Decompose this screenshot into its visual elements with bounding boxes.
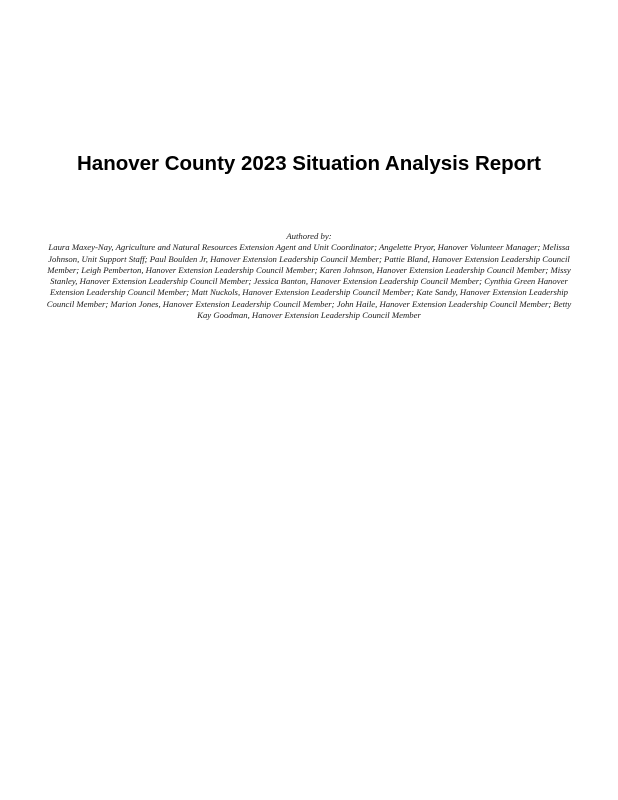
- authors-block: [40, 231, 578, 321]
- report-title: Hanover County 2023 Situation Analysis Report: [76, 152, 541, 175]
- author-list: Laura Maxey-Nay, Agriculture and Natural Resources Extension Agent and Unit Coordinator; Angelette Pryor, Hanover Volunteer Manager; Melissa Johnson, Unit Support Staff; Paul Boulden Jr, Hanover Extension Leadership Council Member; Pattie Bland, Hanover Extension Leadership Council Member; Leigh Pemberton, Hanover Extension Leadership Council Member; Karen Johnson, Hanover Extension Leadership Council Member; Missy Stanley, Hanover Extension Leadership Council Member; Jessica Banton, Hanover Extension Leadership Council Member; Cynthia Green Hanover Extension Leadership Council Member; Matt Nuckols, Hanover Extension Leadership Council Member; Kate Sandy, Hanover Extension Leadership Council Member; Marion Jones, Hanover Extension Leadership Council Member; John Haile, Hanover Extension Leadership Council Member; Betty Kay Goodman, Hanover Extension Leadership Council Member: [46, 242, 572, 321]
- authored-by-label: Authored by:: [286, 231, 332, 241]
